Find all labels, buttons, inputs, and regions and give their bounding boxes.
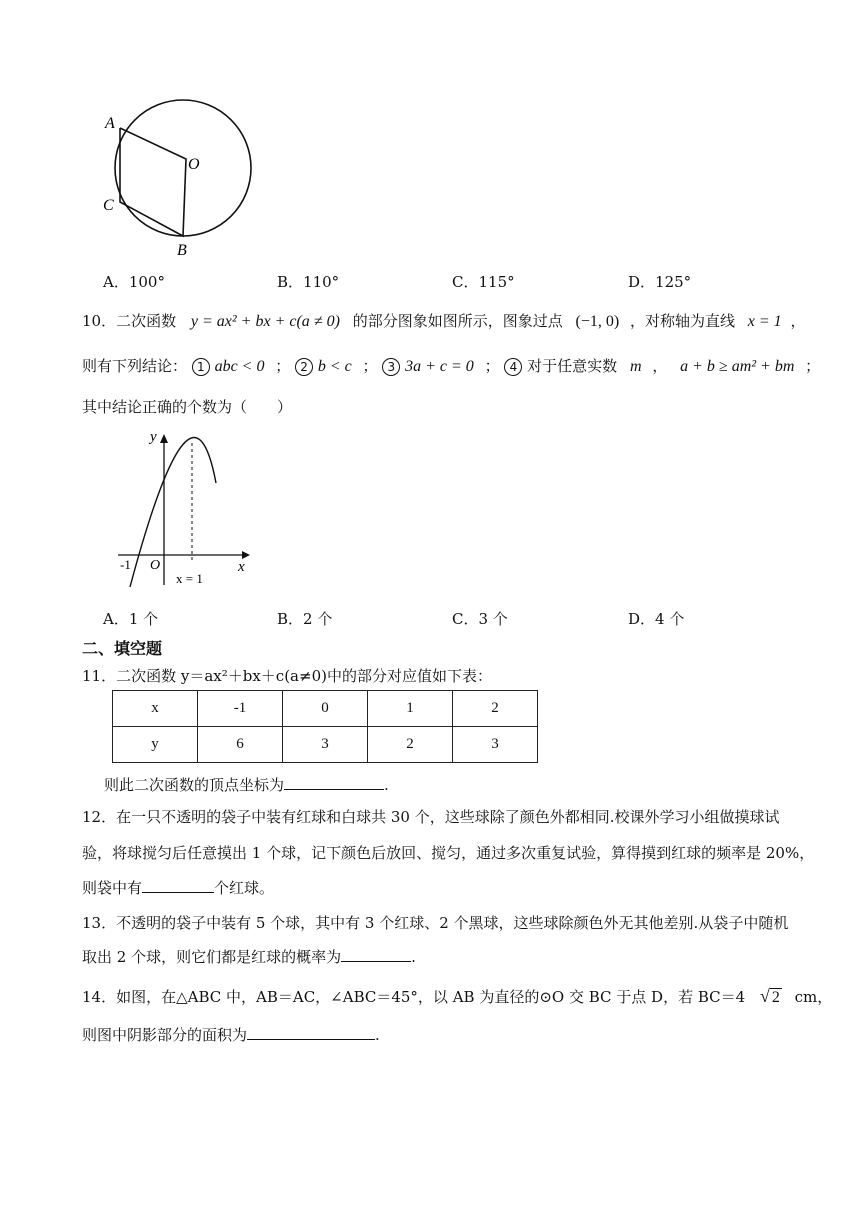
q10-option-c: C．3 个 (452, 610, 508, 628)
table-cell: 6 (198, 727, 283, 763)
q11-answer-prefix: 则此二次函数的顶点坐标为 (104, 776, 285, 794)
q10-c4-number: 4 (504, 358, 522, 376)
q10-c2: b < c (317, 358, 352, 375)
table-cell: -1 (198, 691, 283, 727)
q9-label-b: B (177, 242, 187, 259)
q9-quadrilateral (120, 128, 186, 236)
q12-line3-prefix: 则袋中有 (82, 879, 143, 897)
q12-line1: 12．在一只不透明的袋子中装有红球和白球共 30 个，这些球除了颜色外都相同.校课外学习小组做摸球试 (82, 808, 780, 826)
q10-option-d: D．4 个 (628, 610, 685, 628)
q9-circle-figure (100, 85, 260, 260)
q13-line2-suffix: . (411, 948, 416, 966)
q10-c3-number: 3 (382, 358, 400, 376)
q10-sep3: ； (484, 357, 500, 375)
q10-mid1: 的部分图象如图所示，图象过点 (352, 312, 563, 330)
q10-parabola-curve (130, 437, 216, 587)
q10-c3: 3a + c = 0 (405, 358, 474, 375)
q14-answer-blank[interactable] (247, 1024, 375, 1040)
q10-option-b: B．2 个 (277, 610, 333, 628)
q10-line3: 其中结论正确的个数为（ ） (82, 398, 293, 416)
q10-c4-comma: ， (652, 357, 668, 375)
q12-line2: 验，将球搅匀后任意摸出 1 个球，记下颜色后放回、搅匀，通过多次重复试验，算得摸到红球的频率是 20%， (82, 844, 815, 862)
q10-x-label: x (238, 559, 245, 575)
q10-option-a: A．1 个 (103, 610, 159, 628)
table-cell: 2 (453, 691, 538, 727)
table-cell: x (113, 691, 198, 727)
q13-line1: 13．不透明的袋子中装有 5 个球，其中有 3 个红球、2 个黑球，这些球除颜色外无其他差别.从袋子中随机 (82, 914, 789, 932)
q10-c4-text: 对于任意实数 (527, 357, 618, 375)
q10-c4-inequality: a + b ≥ am² + bm (680, 358, 795, 375)
q14-line1 (82, 986, 832, 1007)
q10-sep2: ； (362, 357, 378, 375)
q14-sqrt-sign: √ (759, 986, 770, 1006)
q13-line2 (82, 946, 416, 967)
q10-mid2: ，对称轴为直线 (629, 312, 735, 330)
table-row (113, 727, 538, 763)
q14-sqrt (760, 986, 782, 1007)
table-cell: 3 (283, 727, 368, 763)
q9-label-c: C (103, 197, 114, 214)
q10-point: (−1, 0) (575, 313, 620, 330)
q11-answer-blank[interactable] (284, 774, 384, 790)
table-cell: 3 (453, 727, 538, 763)
q11-answer-line (104, 774, 389, 795)
q10-sep4: ； (805, 357, 821, 375)
q10-axis-label: x = 1 (176, 571, 203, 586)
q12-line3 (82, 877, 274, 898)
q14-line2-suffix: . (375, 1026, 380, 1044)
q10-prefix: 10．二次函数 (82, 312, 177, 330)
q10-origin-label: O (150, 558, 161, 573)
q11-value-table (112, 690, 538, 763)
q9-option-a: A．100° (103, 273, 165, 291)
q13-line2-prefix: 取出 2 个球，则它们都是红球的概率为 (82, 948, 342, 966)
q10-c4-var: m (629, 358, 642, 375)
q11-answer-suffix: . (384, 776, 389, 794)
q12-answer-blank[interactable] (142, 877, 214, 893)
q14-line2 (82, 1024, 380, 1045)
table-row (113, 691, 538, 727)
q9-label-o: O (188, 156, 200, 173)
q10-equation: y = ax² + bx + c(a ≠ 0) (190, 313, 340, 330)
q12-line3-suffix: 个红球。 (214, 879, 275, 897)
q13-answer-blank[interactable] (341, 946, 411, 962)
table-cell: 2 (368, 727, 453, 763)
q14-unit: cm， (794, 988, 833, 1006)
q14-line1-prefix: 14．如图，在△ABC 中，AB＝AC，∠ABC＝45°，以 AB 为直径的⊙O 交 BC 于点 D，若 BC＝4 (82, 988, 746, 1006)
q10-minus-one-label: -1 (120, 557, 131, 572)
q10-c1: abc < 0 (214, 358, 265, 375)
q10-sep1: ； (275, 357, 291, 375)
q10-c1-number: 1 (192, 358, 210, 376)
q10-end1: ， (790, 312, 806, 330)
q10-parabola-graph (110, 425, 260, 590)
q10-y-axis-arrow (160, 434, 168, 443)
q10-line2 (82, 355, 820, 376)
q10-axis: x = 1 (747, 313, 782, 330)
q10-y-label: y (150, 429, 157, 445)
q10-c2-number: 2 (295, 358, 313, 376)
q10-x-axis-arrow (242, 551, 250, 559)
table-cell: 0 (283, 691, 368, 727)
q9-label-a: A (105, 115, 115, 132)
section-fill-in-blank-heading: 二、填空题 (82, 639, 163, 658)
q14-sqrt-value: 2 (771, 989, 780, 1006)
q14-line2-prefix: 则图中阴影部分的面积为 (82, 1026, 248, 1044)
table-cell: 1 (368, 691, 453, 727)
q11-text: 11．二次函数 y＝ax²＋bx＋c(a≠0)中的部分对应值如下表： (82, 667, 492, 685)
table-cell: y (113, 727, 198, 763)
q9-option-c: C．115° (452, 273, 515, 291)
q9-option-d: D．125° (628, 273, 692, 291)
q9-option-b: B．110° (277, 273, 340, 291)
q10-line2-intro: 则有下列结论： (82, 357, 188, 375)
q10-line1 (82, 310, 805, 331)
